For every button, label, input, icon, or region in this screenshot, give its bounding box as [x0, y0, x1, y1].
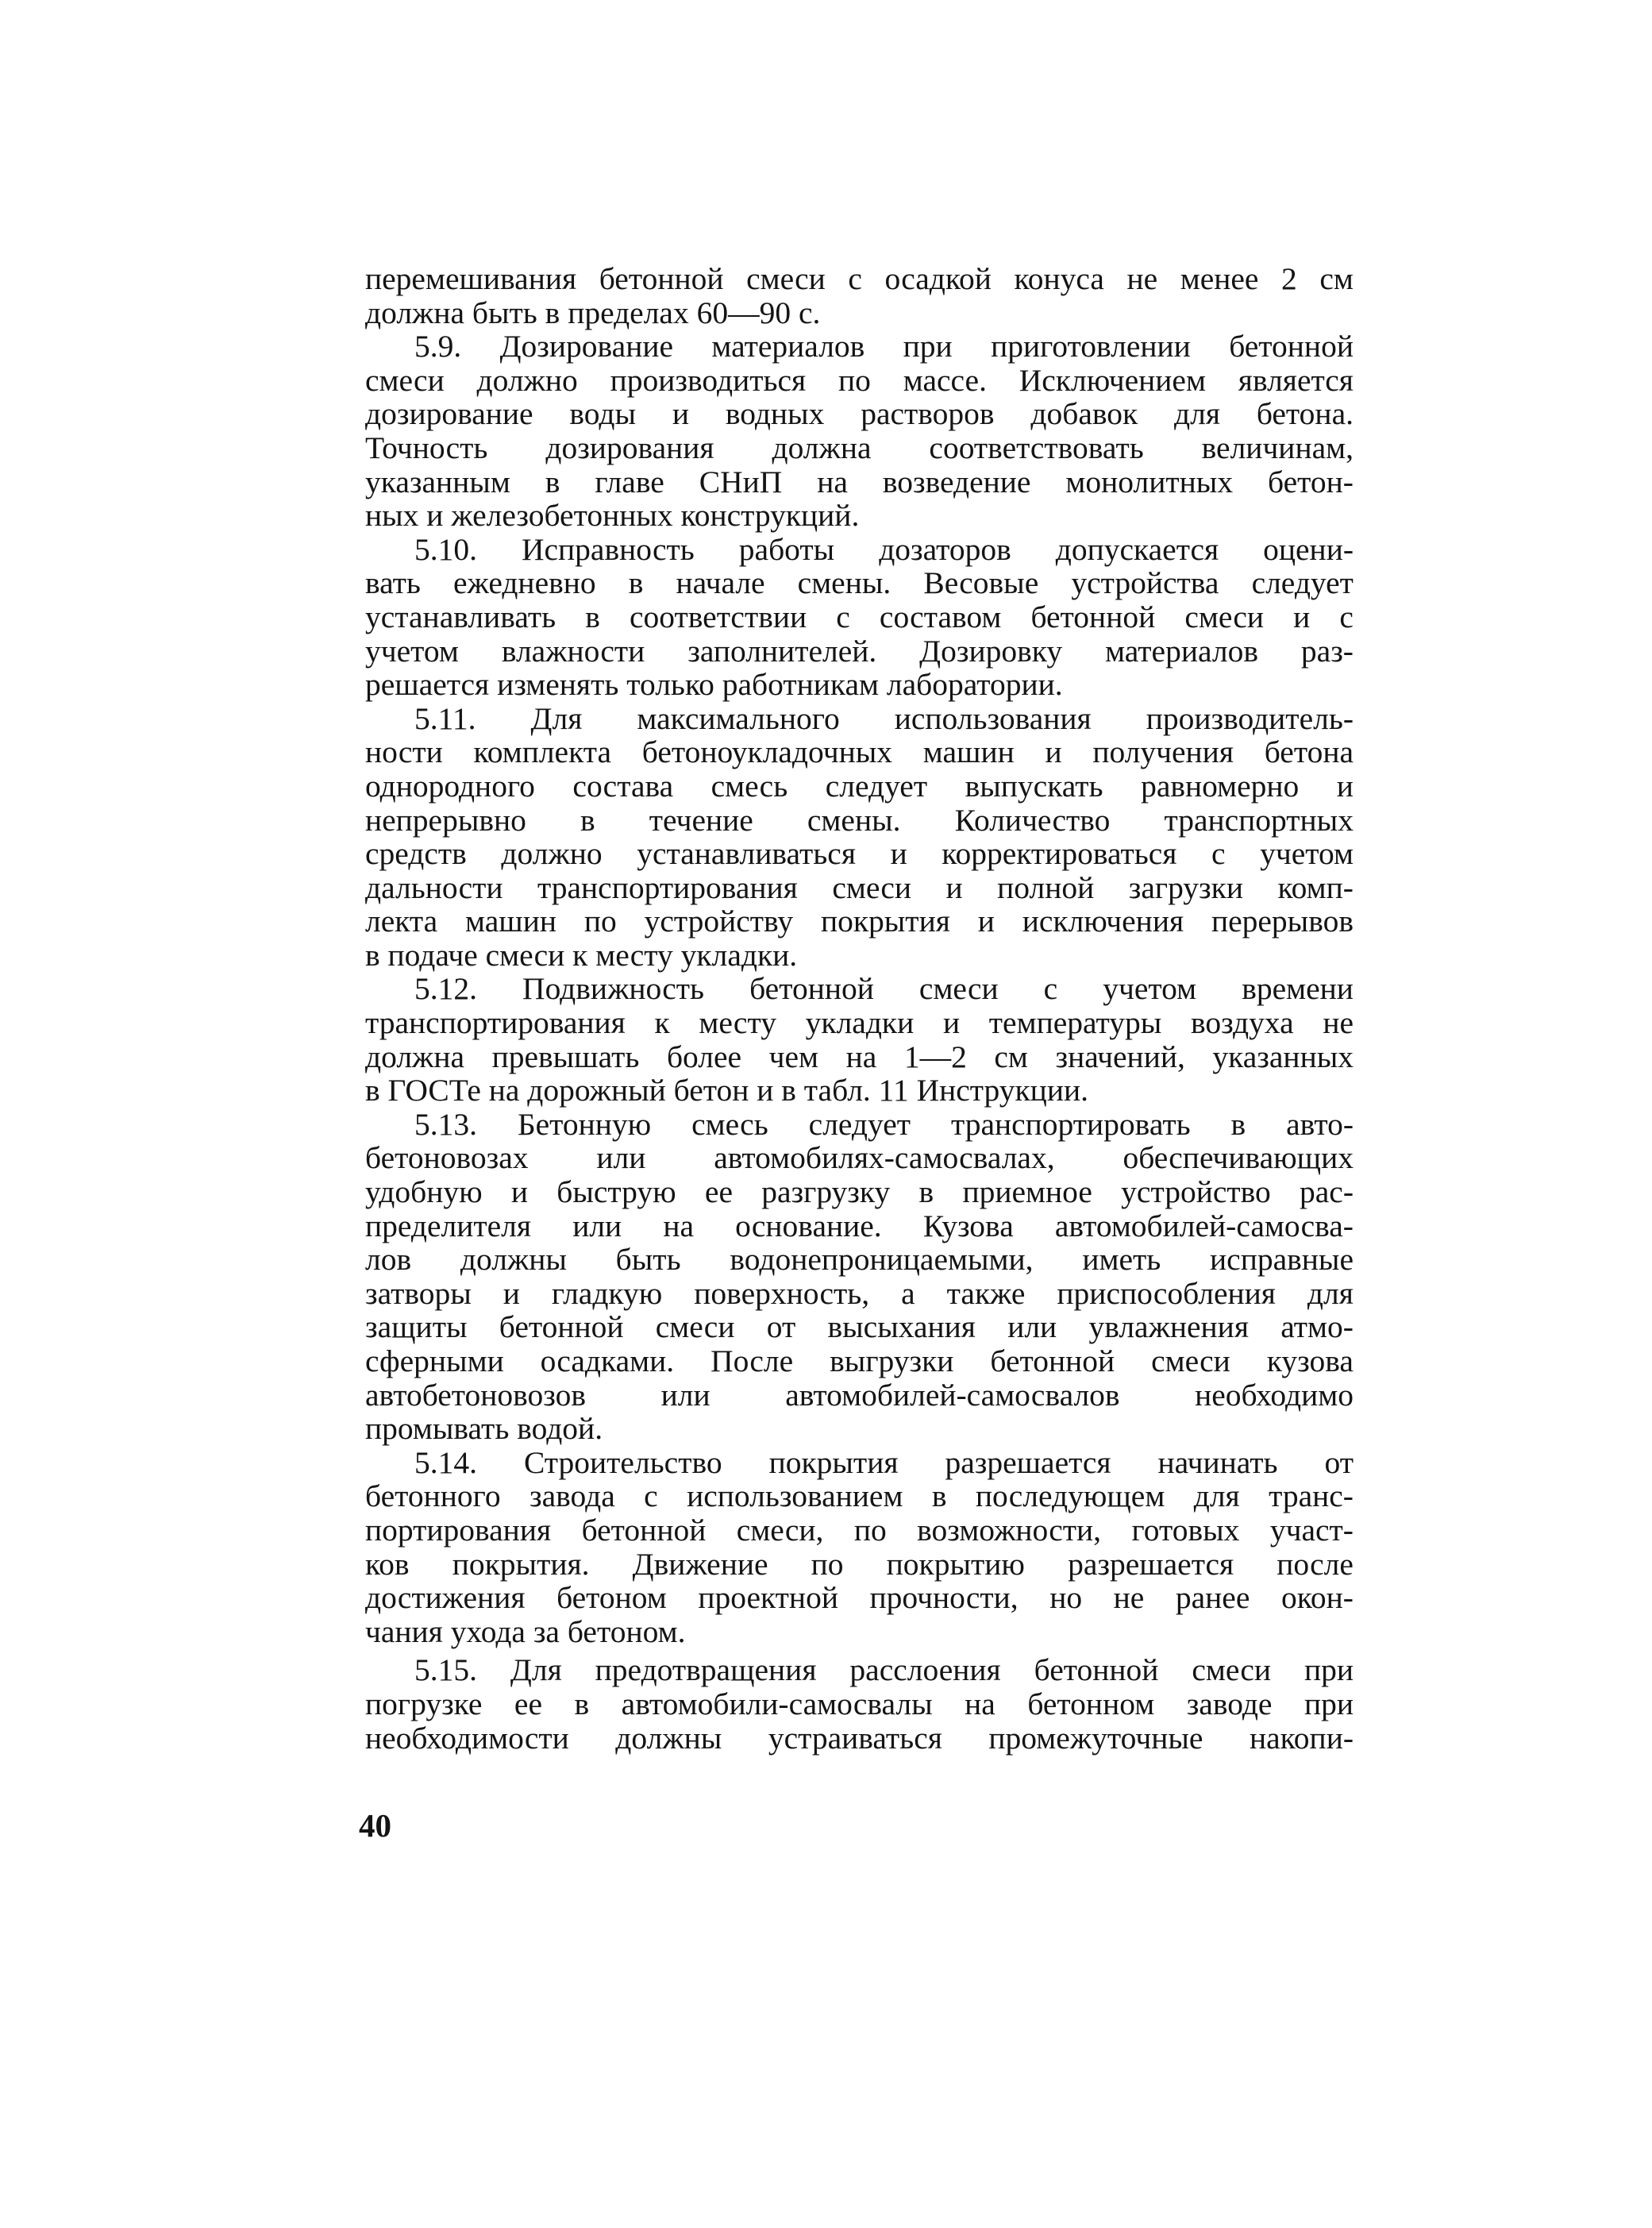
text-line: пределителя или на основание. Кузова автомобилей-самосва- [365, 1208, 1354, 1243]
page-number: 40 [359, 1807, 391, 1844]
text-line: 5.15. Для предотвращения расслоения бетонной смеси при [414, 1652, 1354, 1688]
text-line: 5.14. Строительство покрытия разрешается начинать от [414, 1444, 1354, 1480]
text-line: лов должны быть водонепроницаемыми, иметь исправные [365, 1242, 1354, 1278]
text-line: в ГОСТе на дорожный бетон и в табл. 11 Инструкции. [365, 1073, 1088, 1108]
text-line: однородного состава смесь следует выпускать равномерно и [365, 768, 1354, 804]
text-line: смеси должно производиться по массе. Исключением является [365, 362, 1354, 398]
text-line: ности комплекта бетоноукладочных машин и получения бетона [365, 734, 1354, 770]
text-line: чания ухода за бетоном. [365, 1613, 686, 1649]
text-line: непрерывно в течение смены. Количество транспортных [365, 802, 1354, 838]
text-line: средств должно устанавливаться и корректироваться с учетом [365, 836, 1354, 872]
text-line: должна быть в пределах 60—90 с. [365, 295, 821, 330]
text-line: 5.10. Исправность работы дозаторов допускается оцени- [414, 531, 1354, 567]
text-line: дальности транспортирования смеси и полной загрузки комп- [365, 869, 1354, 905]
text-line: 5.11. Для максимального использования производитель- [414, 700, 1354, 736]
text-line: бетоновозах или автомобилях-самосвалах, обеспечивающих [365, 1140, 1354, 1176]
text-line: необходимости должны устраиваться промежуточные накопи- [365, 1720, 1354, 1756]
text-line: учетом влажности заполнителей. Дозировку материалов раз- [365, 633, 1354, 669]
text-line: транспортирования к месту укладки и температуры воздуха не [365, 1005, 1354, 1041]
text-line: перемешивания бетонной смеси с осадкой конуса не менее 2 см [365, 261, 1354, 296]
text-line: 5.13. Бетонную смесь следует транспортировать в авто- [414, 1106, 1354, 1142]
text-line: 5.9. Дозирование материалов при приготовлении бетонной [414, 329, 1354, 364]
text-line: вать ежедневно в начале смены. Весовые устройства следует [365, 565, 1354, 601]
text-line: сферными осадками. После выгрузки бетонной смеси кузова [365, 1343, 1354, 1378]
text-line: промывать водой. [365, 1411, 603, 1447]
text-line: автобетоновозов или автомобилей-самосвалов необходимо [365, 1377, 1354, 1413]
text-line: затворы и гладкую поверхность, а также приспособления для [365, 1275, 1354, 1311]
text-line: дозирование воды и водных растворов добавок для бетона. [365, 396, 1354, 432]
text-line: погрузке ее в автомобили-самосвалы на бетонном заводе при [365, 1686, 1354, 1721]
text-line: Точность дозирования должна соответствовать величинам, [365, 430, 1354, 465]
text-line: достижения бетоном проектной прочности, но не ранее окон- [365, 1580, 1354, 1616]
text-line: портирования бетонной смеси, по возможности, готовых участ- [365, 1512, 1354, 1548]
text-line: указанным в главе СНиП на возведение монолитных бетон- [365, 464, 1354, 499]
text-line: должна превышать более чем на 1—2 см значений, указанных [365, 1039, 1354, 1074]
text-line: бетонного завода с использованием в последующем для транс- [365, 1478, 1354, 1514]
body-text [365, 262, 1354, 1755]
text-line: ков покрытия. Движение по покрытию разрешается после [365, 1546, 1354, 1582]
text-line: лекта машин по устройству покрытия и исключения перерывов [365, 904, 1354, 939]
text-line: решается изменять только работникам лаборатории. [365, 667, 1063, 703]
text-line: защиты бетонной смеси от высыхания или увлажнения атмо- [365, 1309, 1354, 1345]
text-line: в подаче смеси к месту укладки. [365, 937, 798, 973]
text-line: 5.12. Подвижность бетонной смеси с учетом времени [414, 971, 1354, 1007]
text-line: устанавливать в соответствии с составом бетонной смеси и с [365, 599, 1354, 634]
text-line: ных и железобетонных конструкций. [365, 498, 860, 534]
text-line: удобную и быструю ее разгрузку в приемное устройство рас- [365, 1174, 1354, 1210]
